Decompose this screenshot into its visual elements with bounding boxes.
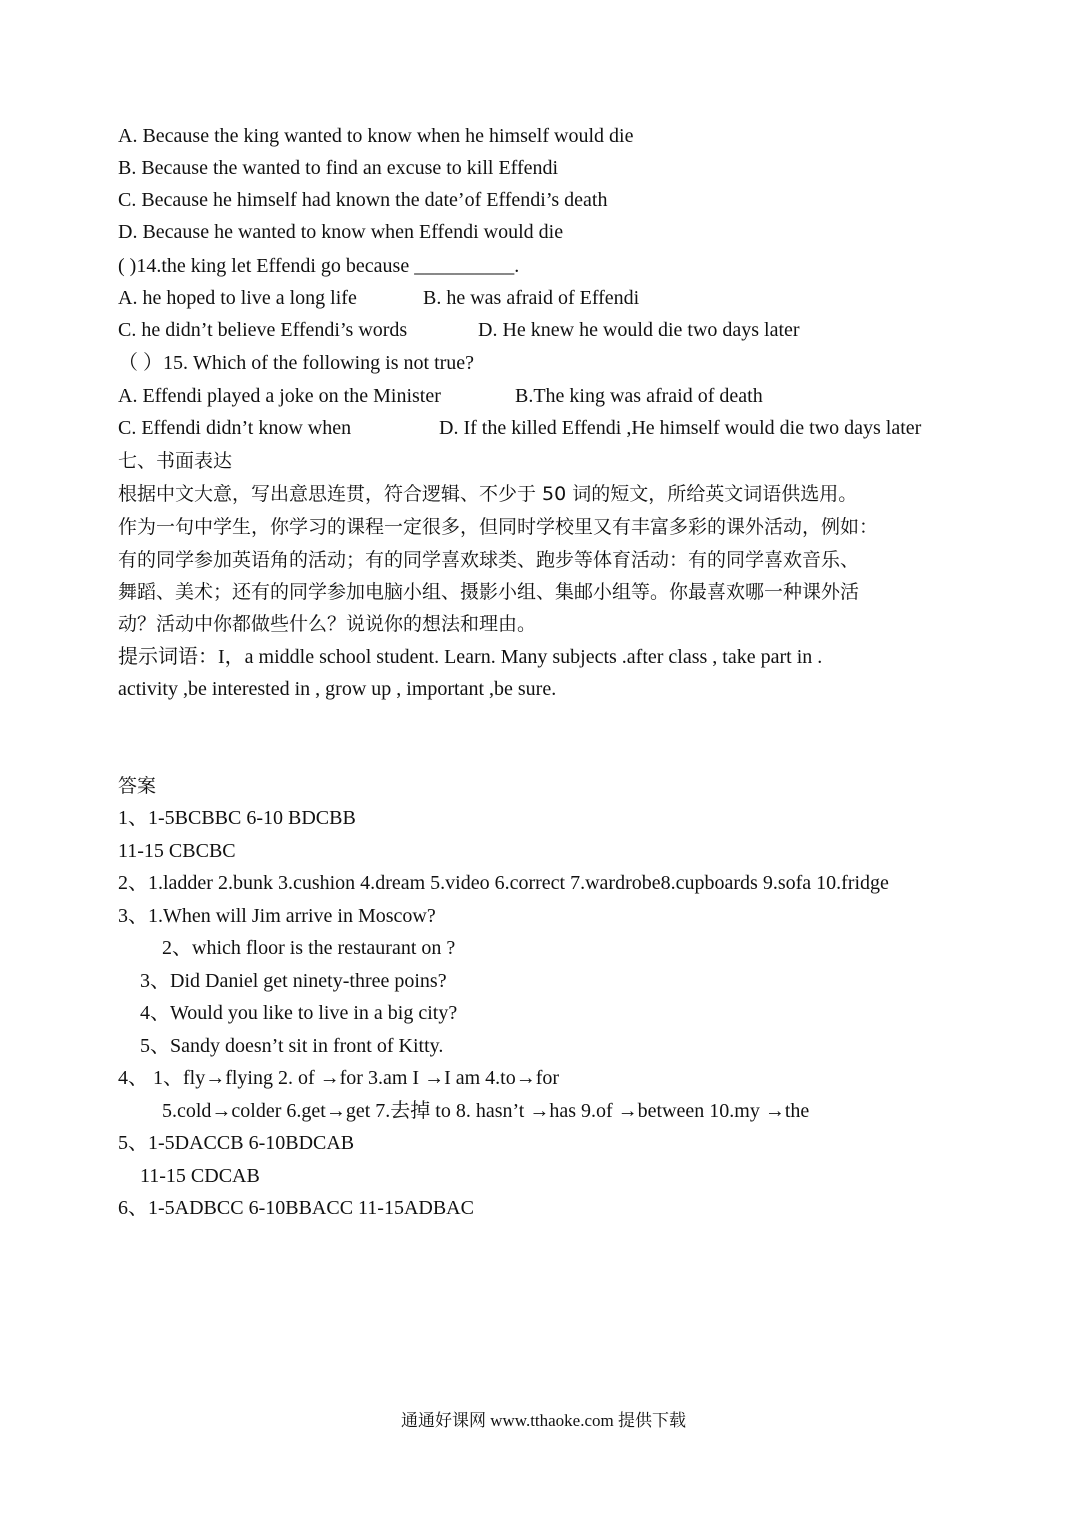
- answers-section-4a: 4、 1、fly→flying 2. of →for 3.am I →I am 4.to→for: [118, 1067, 560, 1089]
- q14-option-a: A. he hoped to live a long life: [118, 287, 357, 309]
- q15-option-c: C. Effendi didn’t know when: [118, 417, 352, 439]
- q15-option-b: B.The king was afraid of death: [515, 385, 763, 407]
- writing-heading: 七、书面表达: [118, 450, 233, 472]
- writing-line-1: 根据中文大意，写出意思连贯，符合逻辑、不少于 50 词的短文，所给英文词语供选用。: [118, 483, 858, 505]
- q14-option-d: D. He knew he would die two days later: [478, 319, 800, 341]
- q13-option-d: D. Because he wanted to know when Effendi would die: [118, 221, 564, 243]
- answers-section-6: 6、1-5ADBCC 6-10BBACC 11-15ADBAC: [118, 1197, 474, 1219]
- answers-section-5b: 11-15 CDCAB: [140, 1165, 260, 1187]
- writing-line-4: 舞蹈、美术；还有的同学参加电脑小组、摄影小组、集邮小组等。你最喜欢哪一种课外活: [118, 581, 860, 603]
- q13-option-a: A. Because the king wanted to know when he himself would die: [118, 125, 634, 147]
- q14-option-b: B. he was afraid of Effendi: [423, 287, 640, 309]
- answers-section-4b: 5.cold→colder 6.get→get 7.去掉 to 8. hasn’t →has 9.of →between 10.my →the: [162, 1100, 810, 1122]
- q14-options-row-2: [118, 318, 1018, 342]
- writing-hint-line-2: activity ,be interested in , grow up , important ,be sure.: [118, 678, 557, 700]
- answers-section-1a: 1、1-5BCBBC 6-10 BDCBB: [118, 807, 356, 829]
- q15-option-d: D. If the killed Effendi ,He himself would die two days later: [439, 417, 922, 439]
- q15-options-row-2: [118, 416, 1018, 440]
- answers-section-3-line-3: 3、Did Daniel get ninety-three poins?: [140, 970, 447, 992]
- answers-section-5a: 5、1-5DACCB 6-10BDCAB: [118, 1132, 355, 1154]
- q14-option-c: C. he didn’t believe Effendi’s words: [118, 319, 408, 341]
- answers-heading: 答案: [118, 775, 157, 797]
- writing-line-5: 动？活动中你都做些什么？说说你的想法和理由。: [118, 613, 537, 635]
- q15-stem: （ ）15. Which of the following is not true?: [118, 352, 475, 374]
- answers-section-3-line-5: 5、Sandy doesn’t sit in front of Kitty.: [140, 1035, 444, 1057]
- writing-line-3: 有的同学参加英语角的活动；有的同学喜欢球类、跑步等体育活动：有的同学喜欢音乐、: [118, 549, 860, 571]
- answers-section-3-line-2: 2、which floor is the restaurant on ?: [162, 937, 456, 959]
- writing-line-2: 作为一句中学生，你学习的课程一定很多，但同时学校里又有丰富多彩的课外活动，例如：: [118, 516, 879, 538]
- answers-section-2: 2、1.ladder 2.bunk 3.cushion 4.dream 5.video 6.correct 7.wardrobe8.cupboards 9.sofa 10.fridge: [118, 872, 889, 894]
- page-footer: 通通好课网 www.tthaoke.com 提供下载: [400, 1411, 687, 1430]
- q13-option-b: B. Because the wanted to find an excuse to kill Effendi: [118, 157, 559, 179]
- answers-section-3-line-1: 3、1.When will Jim arrive in Moscow?: [118, 905, 436, 927]
- q14-stem: ( )14.the king let Effendi go because __________.: [118, 255, 520, 277]
- writing-hint-line-1: 提示词语：I，a middle school student. Learn. Many subjects .after class , take part in .: [118, 646, 823, 668]
- q15-options-row-1: [118, 384, 1018, 408]
- answers-section-1b: 11-15 CBCBC: [118, 840, 236, 862]
- q15-option-a: A. Effendi played a joke on the Minister: [118, 385, 441, 407]
- q14-options-row-1: [118, 286, 1018, 310]
- answers-section-3-line-4: 4、Would you like to live in a big city?: [140, 1002, 458, 1024]
- q13-option-c: C. Because he himself had known the date’of Effendi’s death: [118, 189, 608, 211]
